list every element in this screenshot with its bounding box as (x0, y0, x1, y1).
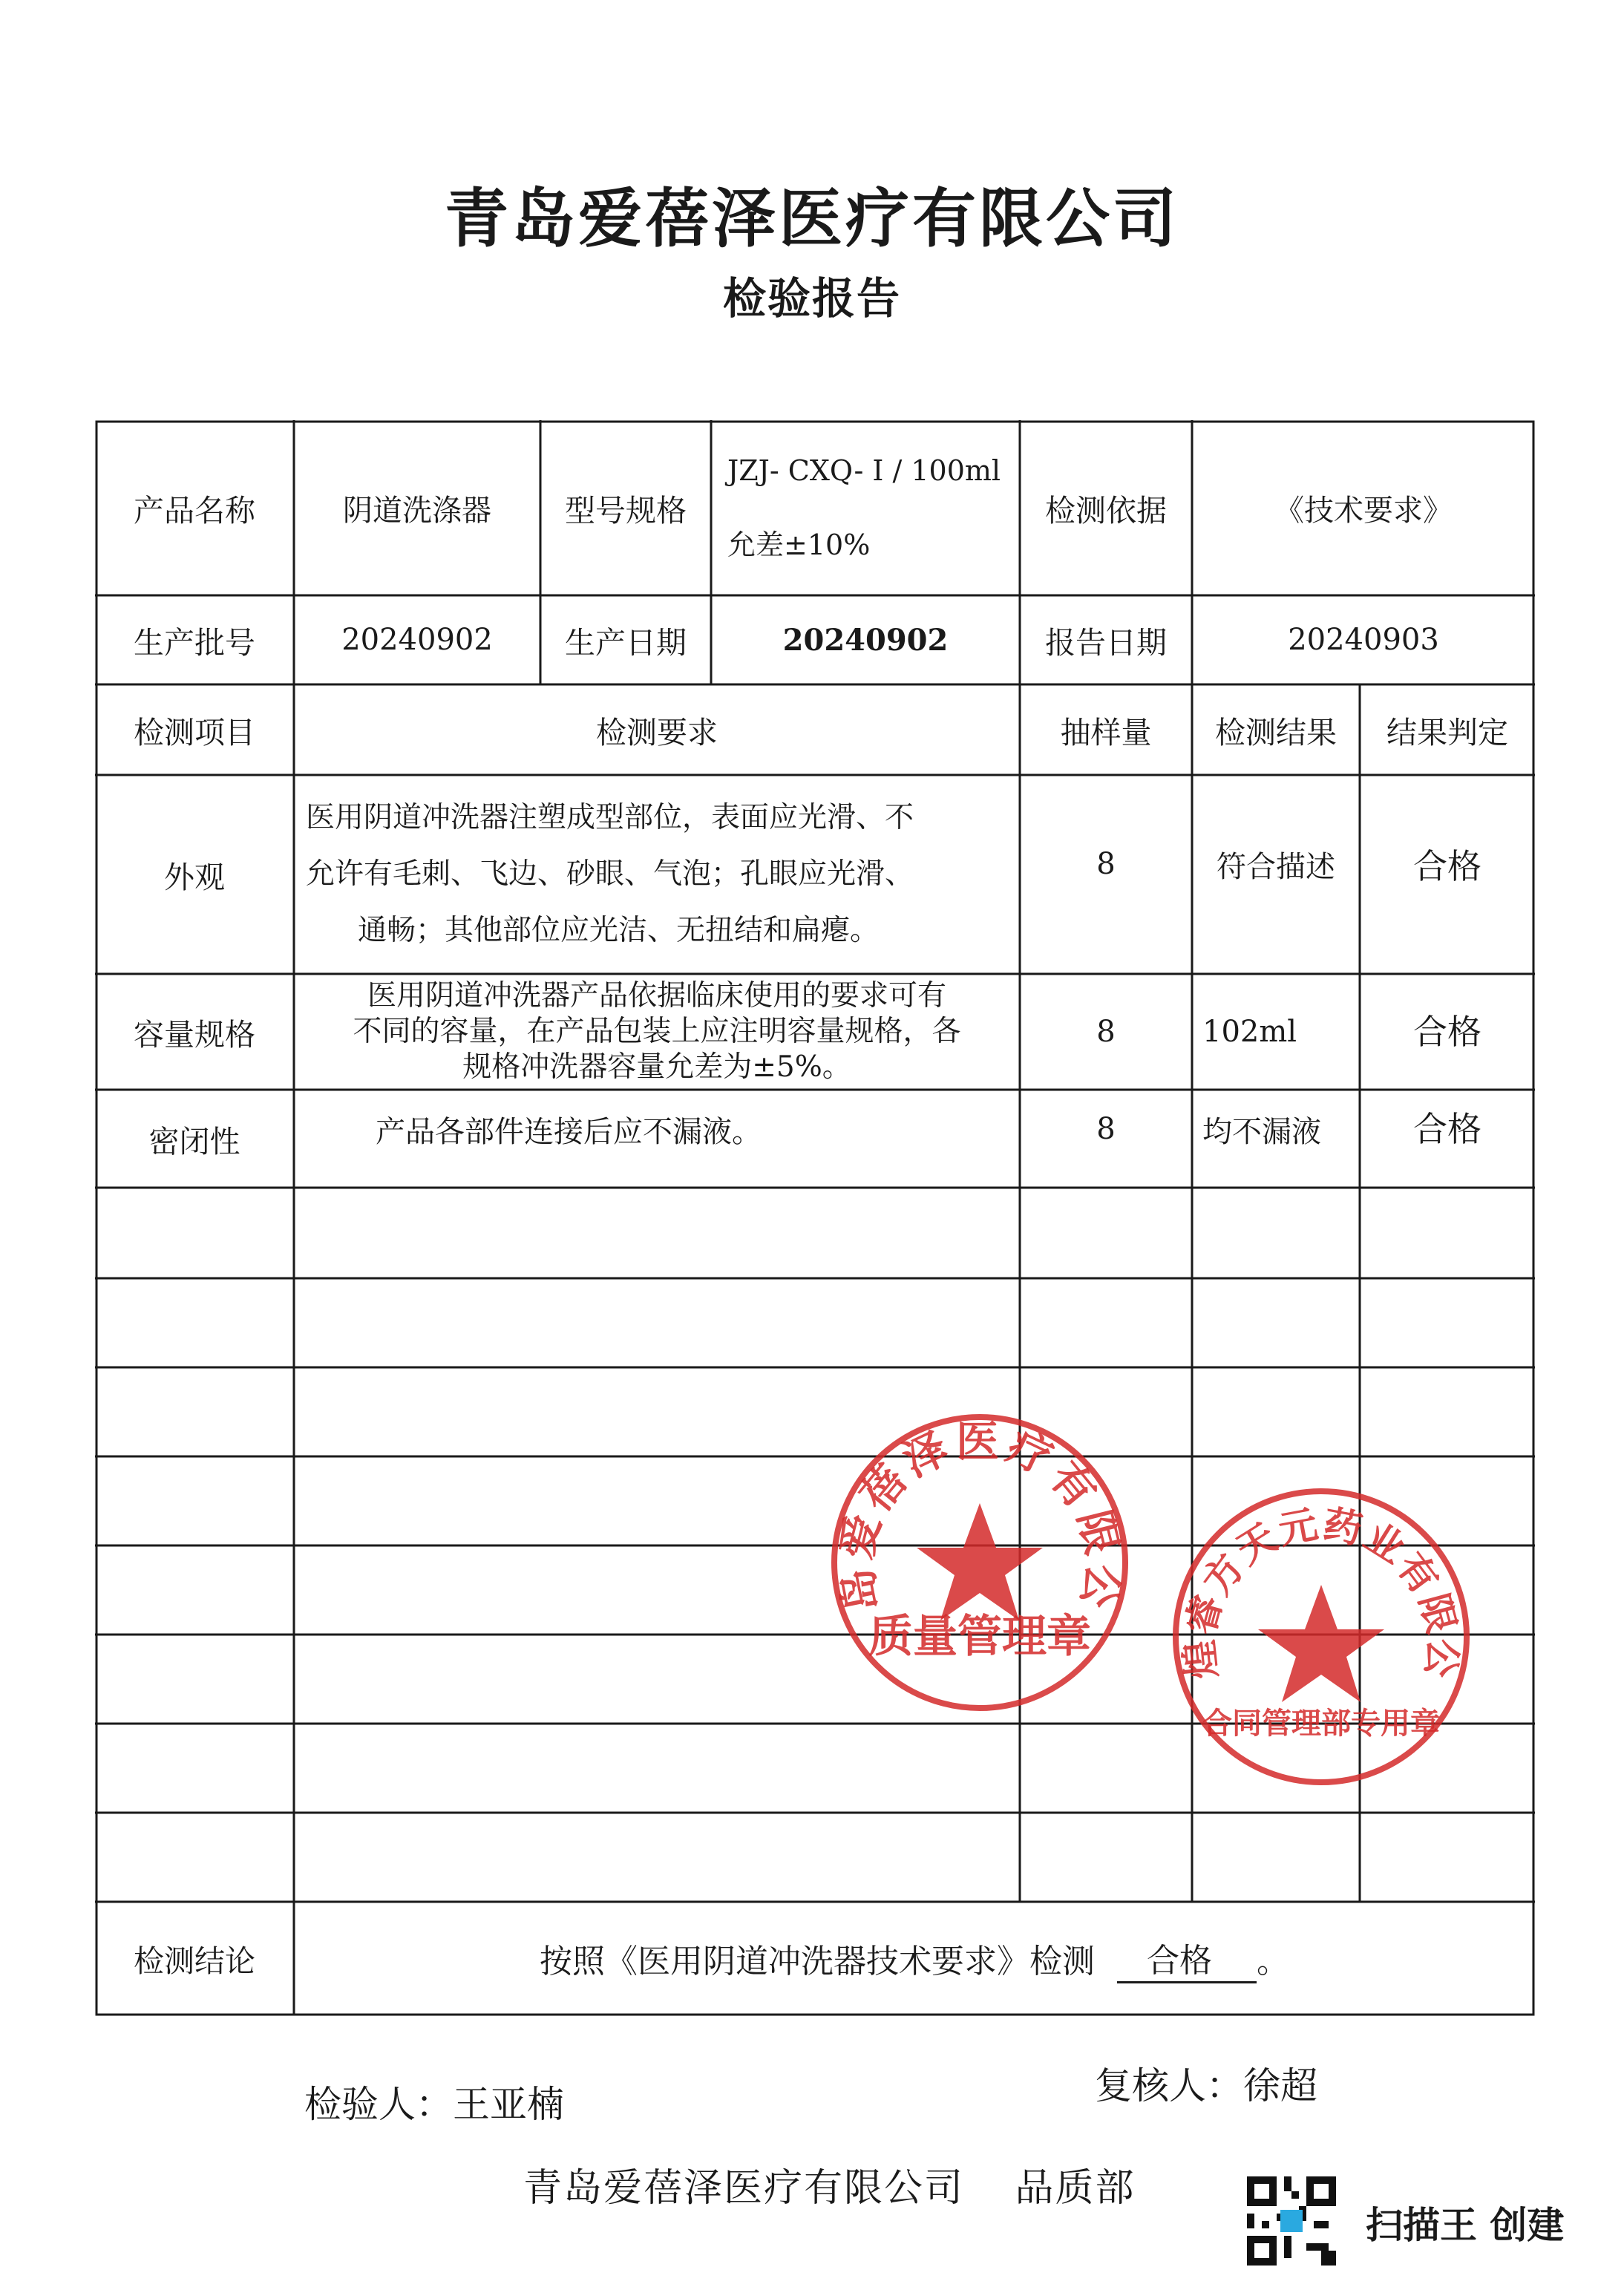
footer-dept: 品质部 (1015, 2166, 1136, 2211)
product-name-label: 产品名称 (134, 492, 255, 529)
report-date-value: 20240903 (1288, 623, 1439, 657)
product-name-value: 阴道洗涤器 (343, 493, 491, 528)
col-verdict-header: 结果判定 (1386, 714, 1508, 750)
model-line-1: JZJ- CXQ- Ⅰ / 100ml (727, 454, 1001, 487)
table-row-verdict: 合格 (1413, 1012, 1481, 1052)
footer-company-name: 青岛爱蓓泽医疗有限公司 (523, 2166, 965, 2211)
prod-date-value: 20240902 (782, 622, 949, 658)
basis-label: 检测依据 (1045, 492, 1167, 529)
requirement-line: 不同的容量，在产品包装上应注明容量规格，各 (353, 1015, 961, 1048)
table-row-sample: 8 (1096, 847, 1116, 881)
col-item-header: 检测项目 (134, 714, 255, 750)
stamp1-bottom-text: 质量管理章 (868, 1611, 1091, 1663)
table-row-requirement (294, 775, 1020, 974)
col-sample-header: 抽样量 (1060, 714, 1152, 750)
conclusion-text (294, 1902, 1535, 2015)
stamp2-bottom-text: 合同管理部专用章 (1202, 1707, 1440, 1741)
table-row-result: 102ml (1202, 1015, 1297, 1049)
contract-seal-stamp (1165, 1481, 1477, 1793)
batch-label: 生产批号 (134, 624, 255, 661)
reviewer-signature (1095, 2056, 1317, 2110)
reviewer-name: 徐超 (1243, 2064, 1317, 2107)
conclusion-suffix: 。 (1257, 1943, 1289, 1980)
table-row-item: 外观 (164, 859, 225, 895)
inspector-signature (304, 2075, 564, 2128)
batch-value: 20240902 (341, 623, 493, 657)
table-row-verdict: 合格 (1413, 846, 1481, 886)
conclusion-prefix: 按照《医用阴道冲洗器技术要求》检测 (540, 1943, 1095, 1980)
table-row-item: 容量规格 (134, 1016, 255, 1053)
inspector-label: 检验人： (304, 2083, 453, 2126)
reviewer-label: 复核人： (1095, 2064, 1243, 2107)
table-row-requirement (294, 974, 1020, 1090)
table-row-sample: 8 (1096, 1015, 1116, 1049)
requirement-line: 通畅；其他部位应光洁、无扭结和扁瘪。 (358, 914, 880, 947)
basis-value: 《技术要求》 (1274, 493, 1453, 528)
requirement-line: 规格冲洗器容量允差为±5%。 (462, 1050, 851, 1084)
model-value (711, 420, 1020, 595)
table-row-item: 密闭性 (148, 1123, 240, 1159)
report-date-label: 报告日期 (1045, 624, 1167, 661)
table-row-verdict: 合格 (1413, 1109, 1481, 1149)
requirement-line: 医用阴道冲洗器注塑成型部位，表面应光滑、不 (306, 801, 914, 834)
company-title: 青岛爱蓓泽医疗有限公司 (445, 182, 1179, 256)
report-title: 检验报告 (722, 273, 901, 324)
model-label: 型号规格 (565, 492, 687, 529)
model-line-2: 允差±10% (727, 529, 871, 561)
conclusion-label: 检测结论 (134, 1943, 255, 1979)
footer-company (523, 2156, 1136, 2212)
requirement-line: 医用阴道冲洗器产品依据临床使用的要求可有 (367, 979, 946, 1012)
stamp2-top-text: 煌睿方天元药业有限公 (1177, 1502, 1465, 1681)
col-result-header: 检测结果 (1215, 714, 1337, 750)
table-row-sample: 8 (1096, 1112, 1116, 1146)
stamp1-top-text: 岛爱蓓泽医疗有限公 (830, 1416, 1130, 1617)
scanner-brand: 扫描王 创建 (1366, 2204, 1565, 2247)
conclusion-value: 合格 (1117, 1934, 1257, 1983)
table-row-requirement: 产品各部件连接后应不漏液。 (376, 1114, 762, 1149)
requirement-line: 允许有毛刺、飞边、砂眼、气泡；孔眼应光滑、 (306, 857, 914, 891)
table-row-result: 符合描述 (1217, 849, 1335, 884)
qr-code-icon (1247, 2176, 1336, 2266)
inspector-name: 王亚楠 (453, 2083, 564, 2126)
table-row-result: 均不漏液 (1202, 1114, 1321, 1149)
quality-seal-stamp (824, 1407, 1136, 1718)
prod-date-label: 生产日期 (565, 624, 687, 661)
col-requirement-header: 检测要求 (596, 714, 718, 750)
